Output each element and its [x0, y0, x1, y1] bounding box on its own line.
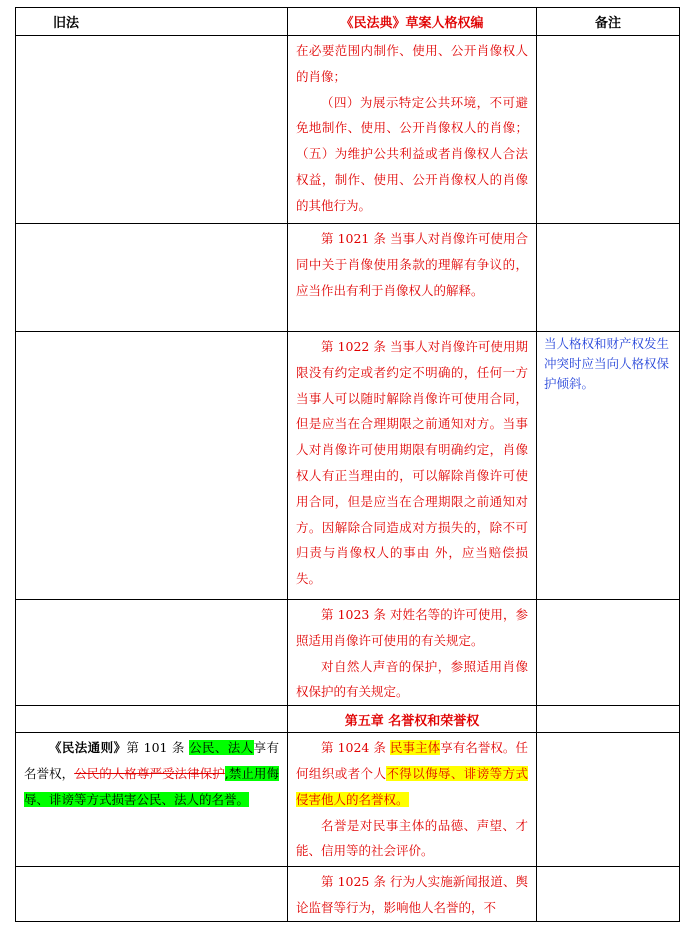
deleted-text: 公民的人格尊严受法律保护: [74, 765, 225, 781]
draft-article-1021: 第 1021 条 当事人对肖像许可使用合同中关于肖像使用条款的理解有争议的，应当作出有利于肖像权人的解释。: [296, 231, 528, 298]
old-article-101: [24, 735, 279, 812]
table-row: [16, 332, 680, 600]
highlight-yellow: 民事主体: [389, 740, 441, 756]
draft-paragraph: （四）为展示特定公共环境，不可避免地制作、使用、公开肖像权人的肖像；（五）为维护公共利益或者肖像权人合法权益，制作、使用、公开肖像权人的肖像的其他行为。: [296, 94, 528, 213]
old-law-cell: [16, 224, 288, 332]
highlight-yellow: 不得以侮辱、诽谤等方式侵害他人的名誉权。: [296, 765, 528, 807]
old-law-cell: [16, 332, 288, 600]
note-cell: [537, 706, 680, 733]
note-cell: [537, 867, 680, 922]
draft-article-number: 第 1024 条: [321, 740, 390, 756]
table-row: [16, 36, 680, 224]
old-law-cell: [16, 706, 288, 733]
table-row: [16, 600, 680, 706]
draft-text: 享有名誉权。任何组织或者个人: [296, 740, 528, 781]
draft-cell: [288, 867, 537, 922]
note-cell: [537, 332, 680, 600]
draft-cell: [288, 733, 537, 867]
old-law-cell: [16, 600, 288, 706]
draft-article-1025: 第 1025 条 行为人实施新闻报道、舆论监督等行为，影响他人名誉的，不: [296, 874, 528, 915]
comparison-table: [15, 7, 680, 922]
draft-article-1023: 第 1023 条 对姓名等的许可使用，参照适用肖像许可使用的有关规定。: [296, 607, 528, 648]
draft-paragraph: 名誉是对民事主体的品德、声望、才能、信用等的社会评价。: [296, 817, 528, 859]
note-cell: [537, 733, 680, 867]
draft-cell: [288, 332, 537, 600]
draft-paragraph: 对自然人声音的保护，参照适用肖像权保护的有关规定。: [296, 658, 528, 700]
note-text: 当人格权和财产权发生冲突时应当向人格权保护倾斜。: [544, 336, 670, 391]
highlight-green: ,禁止用侮辱、诽谤等方式损害公民、法人的名誉。: [24, 765, 279, 807]
draft-cell: [288, 224, 537, 332]
draft-paragraph: 在必要范围内制作、使用、公开肖像权人的肖像；: [296, 43, 528, 84]
table-row: [16, 733, 680, 867]
chapter-row: [16, 706, 680, 733]
old-law-cell: [16, 733, 288, 867]
draft-article-1022: 第 1022 条 当事人对肖像许可使用期限没有约定或者约定不明确的，任何一方当事人可以随时解除肖像许可使用合同，但是应当在合理期限之前通知对方。当事人对肖像许可使用期限有明确约定，肖像权人有正当理由的，可以解除肖像许可使用合同，但是应当在合理期限之前通知对方。因解除合同造成对方损失的，除不可归责与肖像权人的事由 外，应当赔偿损失。: [296, 339, 528, 587]
old-law-cell: [16, 867, 288, 922]
highlight-green: 公民、法人: [189, 740, 254, 756]
table-row: [16, 224, 680, 332]
old-text: 享有名誉权，: [24, 740, 279, 781]
draft-cell: [288, 36, 537, 224]
header-note: 备注: [537, 8, 680, 36]
note-cell: [537, 600, 680, 706]
header-old-law: 旧法: [16, 8, 288, 36]
header-draft: 《民法典》草案人格权编: [288, 8, 537, 36]
old-law-cell: [16, 36, 288, 224]
old-article-number: 第 101 条: [126, 740, 190, 756]
note-cell: [537, 36, 680, 224]
table-row: [16, 867, 680, 922]
draft-cell: [288, 600, 537, 706]
draft-article-1024: [296, 735, 528, 812]
chapter-title: 第五章 名誉权和荣誉权: [288, 706, 537, 733]
note-cell: [537, 224, 680, 332]
header-row: [16, 8, 680, 36]
old-law-name: 《民法通则》: [49, 740, 127, 756]
